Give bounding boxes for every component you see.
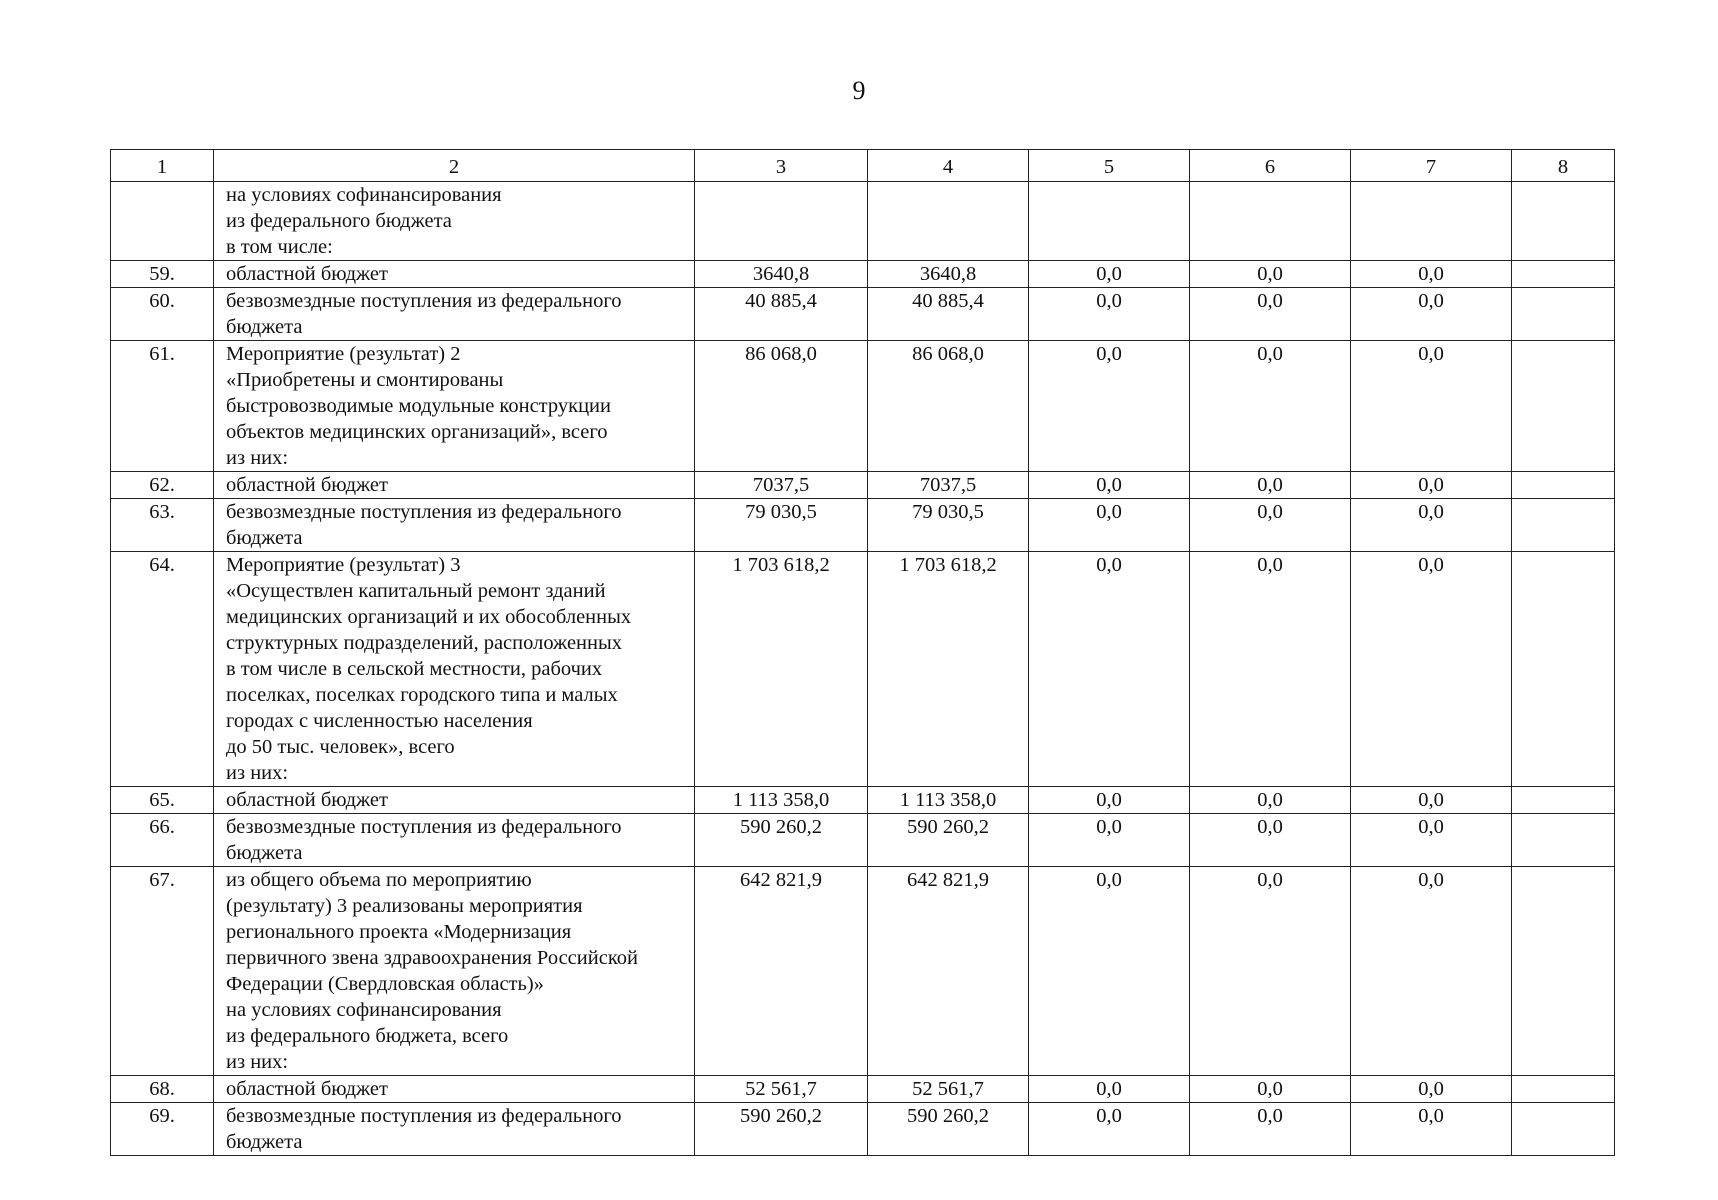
- cell-value: 0,0: [1257, 474, 1283, 496]
- description-cell: [214, 787, 695, 814]
- value-cell-c4: [868, 261, 1029, 288]
- value-cell-c4: [868, 1103, 1029, 1156]
- value-cell-c5: [1029, 288, 1190, 341]
- table-row: [111, 499, 1615, 552]
- row-description: Мероприятие (результат) 2 «Приобретены и смонтированы быстровозводимые модульные конструкции объектов медицинских организаций», всего из них:: [226, 343, 611, 469]
- value-cell-c4: [868, 787, 1029, 814]
- cell-value: 40 885,4: [912, 290, 984, 312]
- cell-value: 0,0: [1418, 554, 1444, 576]
- cell-value: 0,0: [1257, 290, 1283, 312]
- row-number: 65.: [149, 789, 175, 811]
- value-cell-c3: [695, 1103, 868, 1156]
- value-cell-c4: [868, 867, 1029, 1076]
- value-cell-c7: [1351, 472, 1512, 499]
- value-cell-c7: [1351, 288, 1512, 341]
- value-cell-c8: [1512, 867, 1615, 1076]
- table-row: [111, 552, 1615, 787]
- row-number: 67.: [149, 869, 175, 891]
- row-description: на условиях софинансирования из федерального бюджета в том числе:: [226, 184, 502, 258]
- value-cell-c7: [1351, 1103, 1512, 1156]
- value-cell-c5: [1029, 182, 1190, 261]
- description-cell: [214, 341, 695, 472]
- value-cell-c3: [695, 261, 868, 288]
- value-cell-c5: [1029, 1103, 1190, 1156]
- value-cell-c6: [1190, 499, 1351, 552]
- value-cell-c4: [868, 341, 1029, 472]
- cell-value: 0,0: [1257, 789, 1283, 811]
- cell-value: 590 260,2: [740, 1105, 822, 1127]
- row-number-cell: [111, 1076, 214, 1103]
- row-number: 59.: [149, 263, 175, 285]
- cell-value: 0,0: [1096, 554, 1122, 576]
- value-cell-c3: [695, 1076, 868, 1103]
- cell-value: 79 030,5: [912, 501, 984, 523]
- value-cell-c3: [695, 288, 868, 341]
- value-cell-c3: [695, 499, 868, 552]
- cell-value: 0,0: [1418, 501, 1444, 523]
- description-cell: [214, 1076, 695, 1103]
- row-description: областной бюджет: [226, 1078, 388, 1100]
- cell-value: 79 030,5: [745, 501, 817, 523]
- row-number: 68.: [149, 1078, 175, 1100]
- cell-value: 0,0: [1096, 1105, 1122, 1127]
- table-row: [111, 787, 1615, 814]
- value-cell-c5: [1029, 867, 1190, 1076]
- row-description: областной бюджет: [226, 474, 388, 496]
- description-cell: [214, 288, 695, 341]
- description-cell: [214, 552, 695, 787]
- cell-value: 7037,5: [919, 474, 977, 496]
- column-header: 3: [695, 150, 868, 182]
- cell-value: 0,0: [1418, 816, 1444, 838]
- value-cell-c6: [1190, 552, 1351, 787]
- budget-table: [110, 149, 1615, 1156]
- row-description: из общего объема по мероприятию (результату) 3 реализованы мероприятия регионального проекта «Модернизация первичного звена здравоохранения Российской Федерации (Свердловская область)» на условиях софинансирования из федерального бюджета, всего из них:: [226, 869, 638, 1073]
- value-cell-c3: [695, 867, 868, 1076]
- table-header-row: [111, 150, 1615, 182]
- column-header: 7: [1351, 150, 1512, 182]
- value-cell-c7: [1351, 787, 1512, 814]
- value-cell-c5: [1029, 261, 1190, 288]
- row-description: областной бюджет: [226, 789, 388, 811]
- cell-value: 0,0: [1096, 474, 1122, 496]
- value-cell-c5: [1029, 472, 1190, 499]
- value-cell-c7: [1351, 341, 1512, 472]
- cell-value: 0,0: [1418, 1078, 1444, 1100]
- cell-value: 0,0: [1418, 343, 1444, 365]
- column-header: 1: [111, 150, 214, 182]
- row-number: 60.: [149, 290, 175, 312]
- cell-value: 0,0: [1257, 869, 1283, 891]
- description-cell: [214, 182, 695, 261]
- cell-value: 0,0: [1096, 816, 1122, 838]
- cell-value: 642 821,9: [907, 869, 989, 891]
- value-cell-c7: [1351, 867, 1512, 1076]
- description-cell: [214, 261, 695, 288]
- value-cell-c5: [1029, 1076, 1190, 1103]
- value-cell-c6: [1190, 1076, 1351, 1103]
- row-number-cell: [111, 261, 214, 288]
- cell-value: 0,0: [1257, 501, 1283, 523]
- cell-value: 1 113 358,0: [732, 789, 830, 811]
- cell-value: 0,0: [1096, 789, 1122, 811]
- cell-value: 0,0: [1257, 554, 1283, 576]
- description-cell: [214, 1103, 695, 1156]
- row-number: 63.: [149, 501, 175, 523]
- value-cell-c4: [868, 552, 1029, 787]
- row-number-cell: [111, 814, 214, 867]
- value-cell-c3: [695, 814, 868, 867]
- cell-value: 1 703 618,2: [732, 554, 830, 576]
- value-cell-c3: [695, 787, 868, 814]
- value-cell-c6: [1190, 288, 1351, 341]
- row-number-cell: [111, 499, 214, 552]
- row-description: безвозмездные поступления из федерального бюджета: [226, 501, 622, 549]
- description-cell: [214, 472, 695, 499]
- cell-value: 590 260,2: [740, 816, 822, 838]
- value-cell-c3: [695, 472, 868, 499]
- cell-value: 0,0: [1257, 1078, 1283, 1100]
- table-row: [111, 814, 1615, 867]
- cell-value: 0,0: [1096, 869, 1122, 891]
- cell-value: 590 260,2: [907, 1105, 989, 1127]
- cell-value: 0,0: [1418, 474, 1444, 496]
- cell-value: 642 821,9: [740, 869, 822, 891]
- row-number-cell: [111, 288, 214, 341]
- cell-value: 0,0: [1418, 263, 1444, 285]
- row-number: 61.: [149, 343, 175, 365]
- value-cell-c6: [1190, 867, 1351, 1076]
- cell-value: 0,0: [1096, 501, 1122, 523]
- cell-value: 0,0: [1257, 343, 1283, 365]
- column-header: 8: [1512, 150, 1615, 182]
- column-header: 5: [1029, 150, 1190, 182]
- column-header: 2: [214, 150, 695, 182]
- value-cell-c6: [1190, 814, 1351, 867]
- row-description: безвозмездные поступления из федерального бюджета: [226, 1105, 622, 1153]
- value-cell-c8: [1512, 1076, 1615, 1103]
- value-cell-c4: [868, 472, 1029, 499]
- value-cell-c8: [1512, 288, 1615, 341]
- cell-value: 0,0: [1257, 263, 1283, 285]
- value-cell-c7: [1351, 261, 1512, 288]
- description-cell: [214, 814, 695, 867]
- value-cell-c8: [1512, 472, 1615, 499]
- cell-value: 1 113 358,0: [899, 789, 997, 811]
- value-cell-c5: [1029, 552, 1190, 787]
- value-cell-c3: [695, 341, 868, 472]
- cell-value: 40 885,4: [745, 290, 817, 312]
- row-number: 64.: [149, 554, 175, 576]
- row-number-cell: [111, 552, 214, 787]
- cell-value: 0,0: [1418, 1105, 1444, 1127]
- value-cell-c8: [1512, 182, 1615, 261]
- column-header: 4: [868, 150, 1029, 182]
- table-row: [111, 867, 1615, 1076]
- value-cell-c4: [868, 182, 1029, 261]
- row-number: 69.: [149, 1105, 175, 1127]
- cell-value: 52 561,7: [745, 1078, 817, 1100]
- description-cell: [214, 867, 695, 1076]
- value-cell-c5: [1029, 499, 1190, 552]
- value-cell-c6: [1190, 472, 1351, 499]
- cell-value: 0,0: [1418, 789, 1444, 811]
- value-cell-c5: [1029, 787, 1190, 814]
- row-number-cell: [111, 472, 214, 499]
- row-number-cell: [111, 787, 214, 814]
- row-description: областной бюджет: [226, 263, 388, 285]
- cell-value: 0,0: [1096, 290, 1122, 312]
- row-number-cell: [111, 1103, 214, 1156]
- cell-value: 0,0: [1418, 869, 1444, 891]
- value-cell-c6: [1190, 341, 1351, 472]
- value-cell-c8: [1512, 814, 1615, 867]
- value-cell-c8: [1512, 787, 1615, 814]
- value-cell-c4: [868, 814, 1029, 867]
- row-number-cell: [111, 341, 214, 472]
- cell-value: 0,0: [1418, 290, 1444, 312]
- value-cell-c6: [1190, 182, 1351, 261]
- cell-value: 86 068,0: [745, 343, 817, 365]
- cell-value: 3640,8: [752, 263, 810, 285]
- table-row: [111, 472, 1615, 499]
- value-cell-c6: [1190, 1103, 1351, 1156]
- value-cell-c7: [1351, 814, 1512, 867]
- cell-value: 1 703 618,2: [899, 554, 997, 576]
- table-row: [111, 288, 1615, 341]
- value-cell-c8: [1512, 341, 1615, 472]
- cell-value: 0,0: [1096, 263, 1122, 285]
- value-cell-c4: [868, 1076, 1029, 1103]
- cell-value: 86 068,0: [912, 343, 984, 365]
- value-cell-c7: [1351, 499, 1512, 552]
- value-cell-c6: [1190, 261, 1351, 288]
- cell-value: 3640,8: [919, 263, 977, 285]
- table-row: [111, 1076, 1615, 1103]
- value-cell-c4: [868, 499, 1029, 552]
- row-number: 62.: [149, 474, 175, 496]
- value-cell-c8: [1512, 1103, 1615, 1156]
- cell-value: 590 260,2: [907, 816, 989, 838]
- value-cell-c3: [695, 552, 868, 787]
- value-cell-c7: [1351, 552, 1512, 787]
- row-description: безвозмездные поступления из федерального бюджета: [226, 290, 622, 338]
- value-cell-c7: [1351, 1076, 1512, 1103]
- value-cell-c6: [1190, 787, 1351, 814]
- cell-value: 52 561,7: [912, 1078, 984, 1100]
- value-cell-c3: [695, 182, 868, 261]
- cell-value: 7037,5: [752, 474, 810, 496]
- page-number: 9: [852, 76, 866, 105]
- value-cell-c7: [1351, 182, 1512, 261]
- table-row: [111, 341, 1615, 472]
- row-number-cell: [111, 867, 214, 1076]
- value-cell-c5: [1029, 814, 1190, 867]
- cell-value: 0,0: [1096, 1078, 1122, 1100]
- description-cell: [214, 499, 695, 552]
- column-header: 6: [1190, 150, 1351, 182]
- table-row: [111, 261, 1615, 288]
- value-cell-c8: [1512, 261, 1615, 288]
- row-description: безвозмездные поступления из федерального бюджета: [226, 816, 622, 864]
- row-number: 66.: [149, 816, 175, 838]
- value-cell-c8: [1512, 499, 1615, 552]
- value-cell-c4: [868, 288, 1029, 341]
- table-row: [111, 182, 1615, 261]
- cell-value: 0,0: [1257, 816, 1283, 838]
- value-cell-c5: [1029, 341, 1190, 472]
- cell-value: 0,0: [1096, 343, 1122, 365]
- row-description: Мероприятие (результат) 3 «Осуществлен капитальный ремонт зданий медицинских организаций и их обособленных структурных подразделений, расположенных в том числе в сельской местности, рабочих поселках, поселках городского типа и малых городах с численностью населения до 50 тыс. человек», всего из них:: [226, 554, 632, 784]
- value-cell-c8: [1512, 552, 1615, 787]
- table-row: [111, 1103, 1615, 1156]
- row-number-cell: [111, 182, 214, 261]
- cell-value: 0,0: [1257, 1105, 1283, 1127]
